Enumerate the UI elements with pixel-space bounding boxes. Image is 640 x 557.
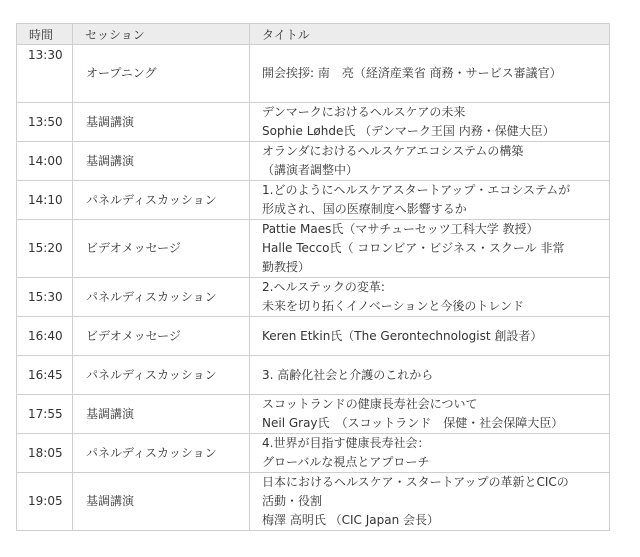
title-cell bbox=[250, 142, 610, 181]
table-row bbox=[17, 356, 610, 395]
title-line: Halle Tecco氏（ コロンビア・ビジネス・スクール 非常 bbox=[262, 241, 565, 255]
title-line: デンマークにおけるヘルスケアの未来 bbox=[262, 105, 466, 119]
title-line: 形成され、国の医療制度へ影響するか bbox=[262, 202, 467, 216]
header-session: セッション bbox=[73, 24, 250, 45]
title-line: Keren Etkin氏（The Gerontechnologist 創設者） bbox=[262, 328, 543, 343]
time-cell: 15:30 bbox=[17, 278, 73, 317]
table-row bbox=[17, 317, 610, 356]
title-line: Sophie Løhde氏 （デンマーク王国 内務・保健大臣） bbox=[262, 124, 555, 138]
table-row bbox=[17, 220, 610, 278]
title-cell bbox=[250, 473, 610, 531]
title-cell bbox=[250, 45, 610, 103]
time-cell: 14:00 bbox=[17, 142, 73, 181]
title-line: スコットランドの健康長寿社会について bbox=[262, 397, 478, 411]
table-row bbox=[17, 434, 610, 473]
session-cell: 基調講演 bbox=[73, 395, 250, 434]
table-row bbox=[17, 142, 610, 181]
agenda-container bbox=[16, 23, 609, 531]
title-line: 勤教授） bbox=[262, 260, 311, 274]
title-line: 梅澤 高明氏 （CIC Japan 会長） bbox=[262, 513, 440, 527]
title-line: 活動・役割 bbox=[262, 494, 323, 508]
table-row bbox=[17, 181, 610, 220]
time-cell: 15:20 bbox=[17, 220, 73, 278]
time-cell: 14:10 bbox=[17, 181, 73, 220]
time-cell: 13:50 bbox=[17, 103, 73, 142]
title-cell bbox=[250, 103, 610, 142]
session-cell: パネルディスカッション bbox=[73, 278, 250, 317]
agenda-body bbox=[17, 45, 610, 531]
session-cell: パネルディスカッション bbox=[73, 356, 250, 395]
table-row bbox=[17, 103, 610, 142]
title-cell bbox=[250, 434, 610, 473]
title-cell bbox=[250, 220, 610, 278]
title-line: オランダにおけるヘルスケアエコシステムの構築 bbox=[262, 144, 524, 158]
title-cell bbox=[250, 278, 610, 317]
time-cell: 18:05 bbox=[17, 434, 73, 473]
session-cell: 基調講演 bbox=[73, 142, 250, 181]
session-cell: ビデオメッセージ bbox=[73, 317, 250, 356]
session-cell: 基調講演 bbox=[73, 103, 250, 142]
title-line: （講演者調整中） bbox=[262, 163, 359, 177]
title-cell bbox=[250, 317, 610, 356]
title-line: Neil Gray氏 （スコットランド 保健・社会保障大臣） bbox=[262, 416, 564, 430]
header-row bbox=[17, 24, 610, 45]
title-line: グローバルな視点とアプローチ bbox=[262, 455, 430, 469]
title-line: 1.どのようにヘルスケアスタートアップ・エコシステムが bbox=[262, 183, 571, 197]
title-line: 未来を切り拓くイノベーションと今後のトレンド bbox=[262, 299, 525, 313]
title-line: 開会挨拶: 南 亮（経済産業省 商務・サービス審議官） bbox=[262, 66, 562, 80]
session-cell: パネルディスカッション bbox=[73, 181, 250, 220]
time-cell: 16:45 bbox=[17, 356, 73, 395]
time-cell: 13:30 bbox=[17, 45, 73, 103]
title-line: 4.世界が目指す健康長寿社会： bbox=[262, 436, 430, 450]
title-cell bbox=[250, 395, 610, 434]
session-cell: オープニング bbox=[73, 45, 250, 103]
agenda-table bbox=[16, 23, 610, 531]
title-cell bbox=[250, 181, 610, 220]
title-line: 3. 高齢化社会と介護のこれから bbox=[262, 367, 434, 382]
title-cell bbox=[250, 356, 610, 395]
session-cell: 基調講演 bbox=[73, 473, 250, 531]
session-cell: パネルディスカッション bbox=[73, 434, 250, 473]
header-time: 時間 bbox=[17, 24, 73, 45]
time-cell: 19:05 bbox=[17, 473, 73, 531]
table-row bbox=[17, 278, 610, 317]
title-line: Pattie Maes氏（マサチューセッツ工科大学 教授） bbox=[262, 222, 539, 236]
table-row bbox=[17, 395, 610, 434]
header-title: タイトル bbox=[250, 24, 610, 45]
time-cell: 16:40 bbox=[17, 317, 73, 356]
table-row bbox=[17, 45, 610, 103]
time-cell: 17:55 bbox=[17, 395, 73, 434]
session-cell: ビデオメッセージ bbox=[73, 220, 250, 278]
title-line: 日本におけるヘルスケア・スタートアップの革新とCICの bbox=[262, 475, 569, 489]
title-line: 2.ヘルステックの変革: bbox=[262, 280, 385, 294]
table-row bbox=[17, 473, 610, 531]
